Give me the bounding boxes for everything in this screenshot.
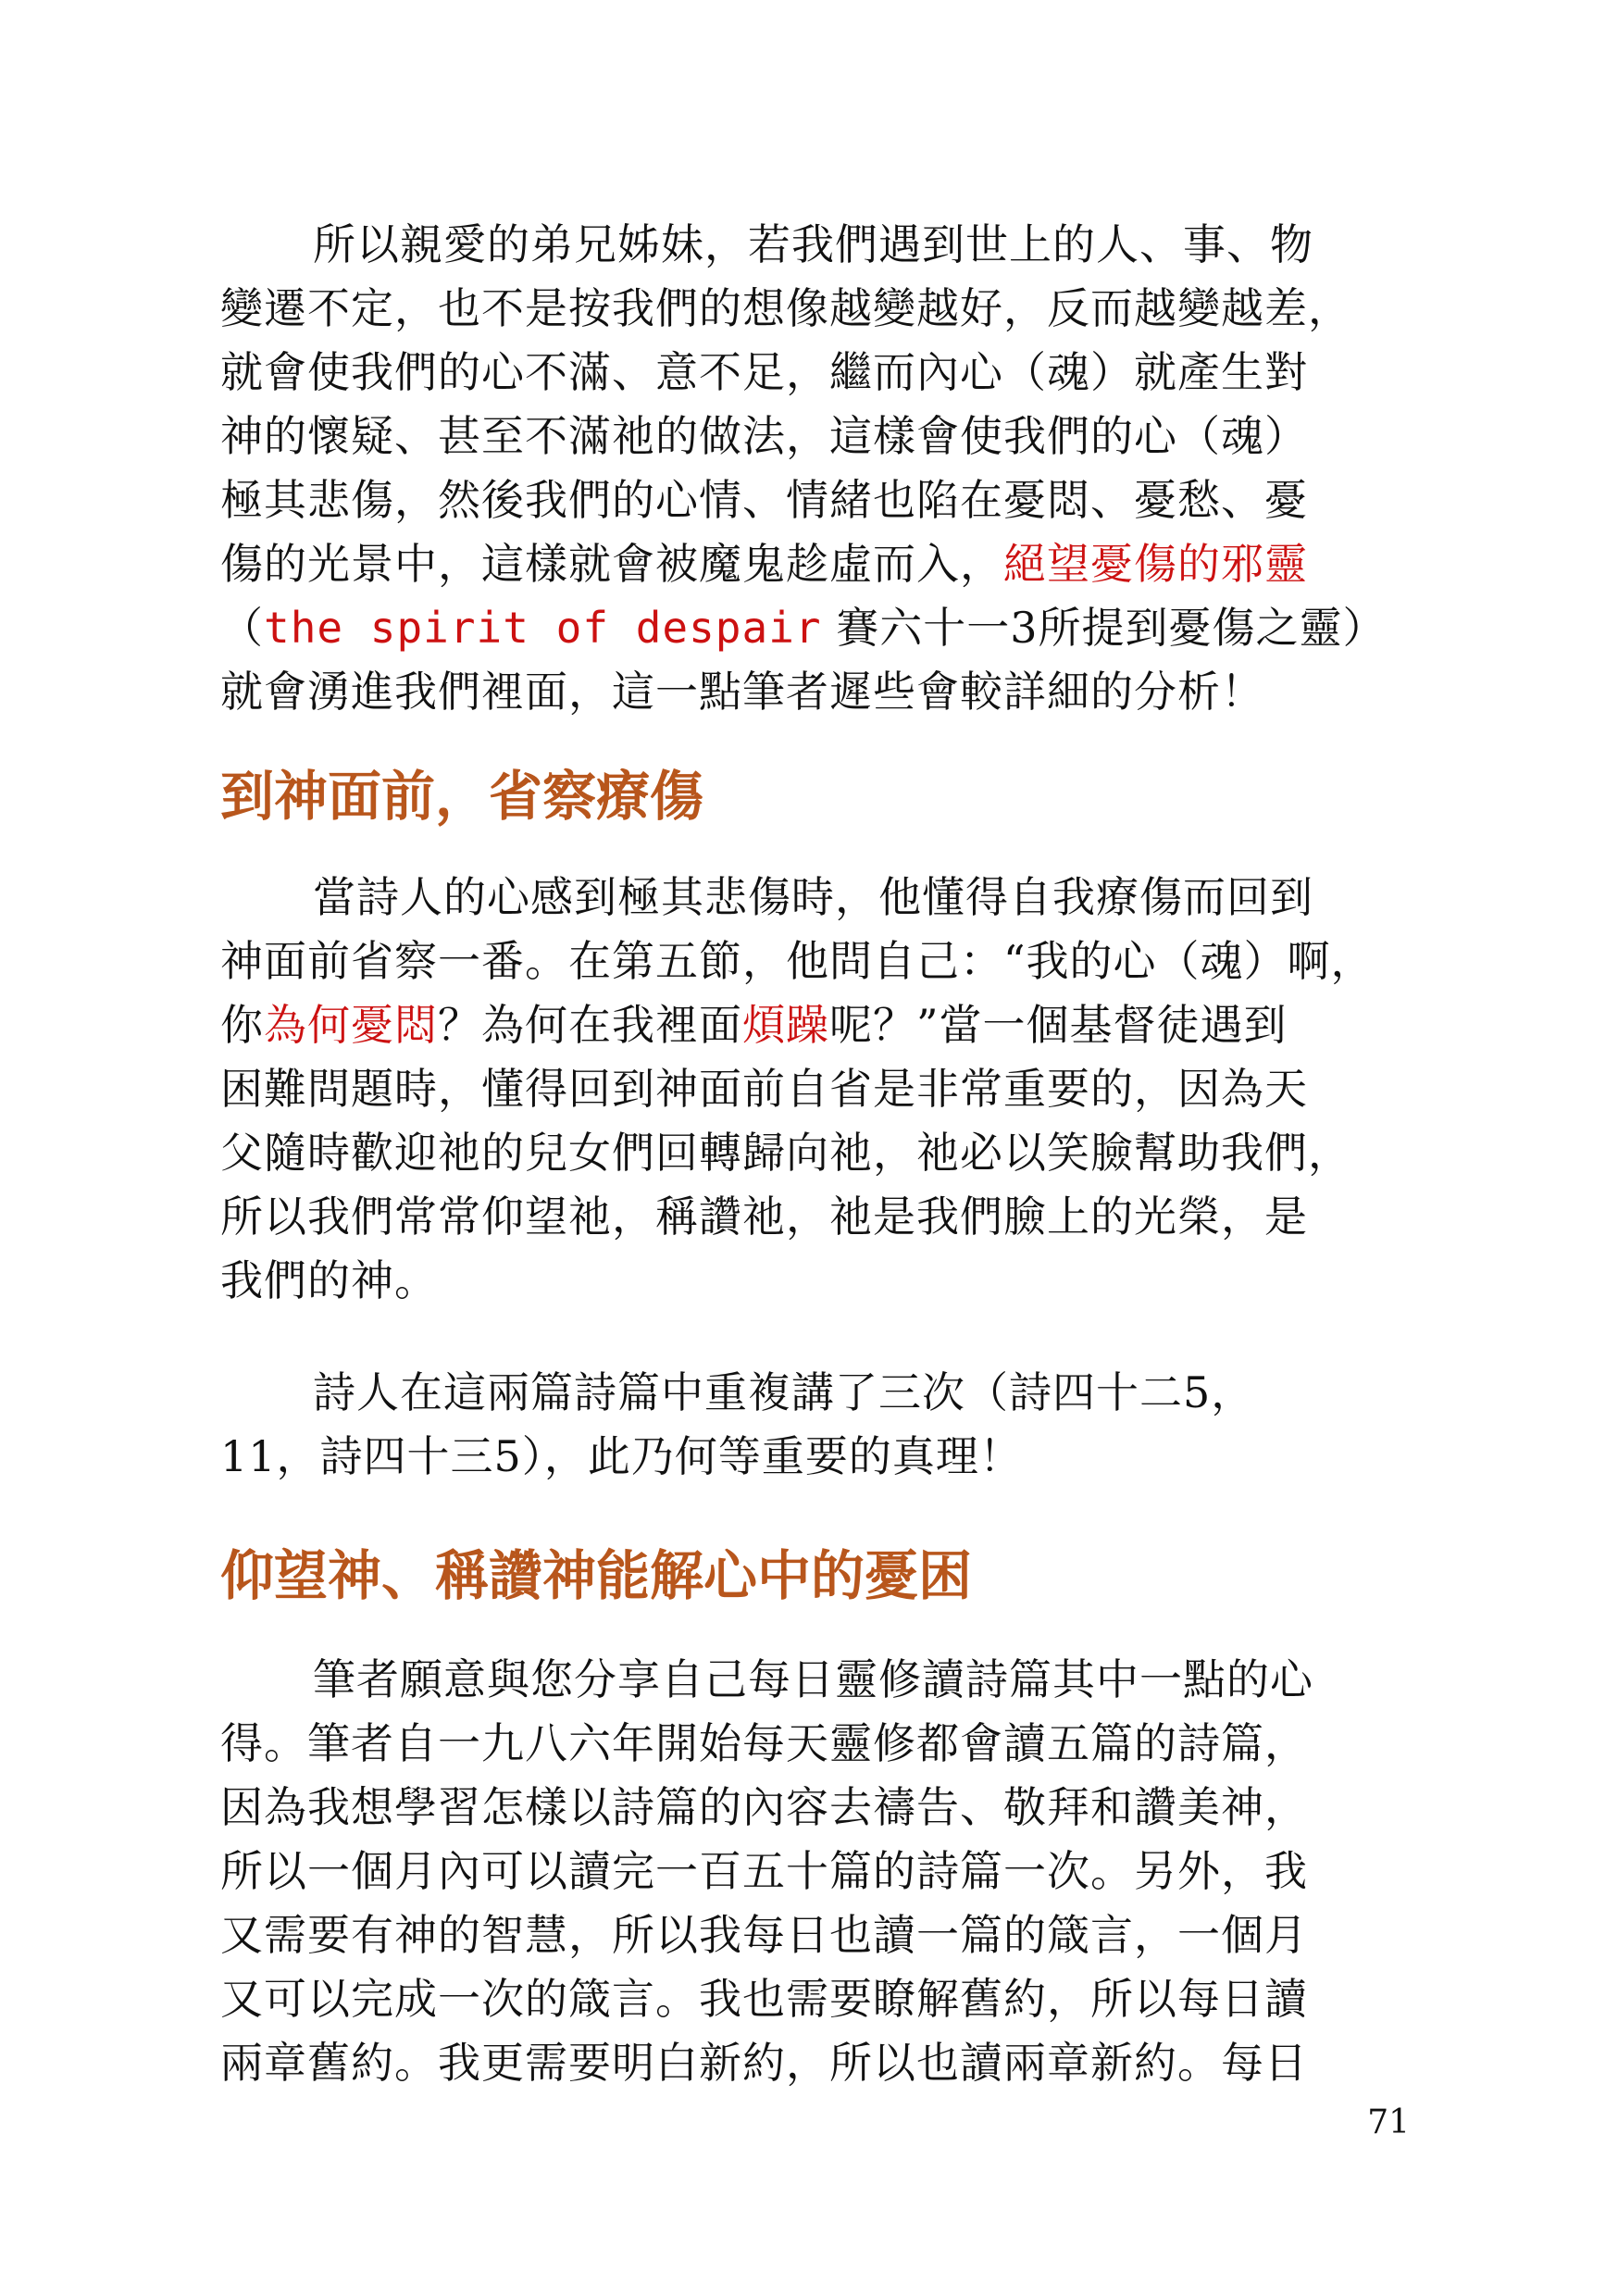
text-line bbox=[220, 1425, 1414, 1489]
emphasis-why-troubled: 為何憂悶 bbox=[264, 1000, 438, 1050]
text-line bbox=[220, 596, 1414, 660]
text-line: 又需要有神的智慧，所以我每日也讀一篇的箴言，一個月 bbox=[220, 1910, 1308, 1960]
emphasis-restless: 煩躁 bbox=[742, 1000, 829, 1050]
text-line: 又可以完成一次的箴言。我也需要瞭解舊約，所以每日讀 bbox=[220, 1974, 1308, 2024]
text-fragment: 傷的光景中，這樣就會被魔鬼趁虛而入， bbox=[220, 539, 1003, 589]
text-fragment: （ bbox=[220, 603, 264, 653]
quotation: ？為何在我裡面 bbox=[438, 1000, 742, 1050]
section-heading: 仰望神、稱讚神能解心中的憂困 bbox=[220, 1544, 973, 1607]
text-line bbox=[220, 1361, 1414, 1425]
scripture-reference: 11，詩四十三5） bbox=[220, 1431, 544, 1481]
quotation: “我的心（魂）啊， bbox=[1003, 936, 1375, 986]
text-line: 所以一個月內可以讀完一百五十篇的詩篇一次。另外，我 bbox=[220, 1846, 1308, 1896]
quotation: 你 bbox=[220, 1000, 264, 1050]
text-line: 所以親愛的弟兄姊妹，若我們遇到世上的人、事、物 bbox=[313, 219, 1313, 269]
text-line: 兩章舊約。我更需要明白新約，所以也讀兩章新約。每日 bbox=[220, 2038, 1308, 2088]
text-line: 當詩人的心感到極其悲傷時，他懂得自我療傷而回到 bbox=[313, 872, 1313, 922]
scripture-reference: （詩四十二5， bbox=[965, 1367, 1255, 1417]
text-fragment: 當一個基督徒遇到 bbox=[939, 1000, 1288, 1050]
text-line: 困難問題時，懂得回到神面前自省是非常重要的，因為天 bbox=[220, 1064, 1308, 1114]
quotation: 呢？” bbox=[829, 1000, 940, 1050]
text-line: 筆者願意與您分享自己每日靈修讀詩篇其中一點的心 bbox=[313, 1654, 1313, 1704]
text-line: 我們的神。 bbox=[220, 1255, 438, 1305]
text-line: 所以我們常常仰望祂，稱讚祂，祂是我們臉上的光榮，是 bbox=[220, 1192, 1308, 1242]
text-line: 神的懷疑、甚至不滿祂的做法，這樣會使我們的心（魂） bbox=[220, 411, 1308, 461]
paragraph-1 bbox=[220, 213, 1414, 724]
text-line bbox=[220, 930, 1414, 993]
paragraph-4 bbox=[220, 1648, 1414, 2095]
text-line bbox=[220, 532, 1414, 596]
text-line: 極其悲傷，然後我們的心情、情緒也陷在憂悶、憂愁、憂 bbox=[220, 475, 1308, 525]
emphasis-spirit-of-despair: 絕望憂傷的邪靈 bbox=[1003, 539, 1308, 589]
text-line: 因為我想學習怎樣以詩篇的內容去禱告、敬拜和讚美神， bbox=[220, 1782, 1308, 1832]
text-line: 變遷不定，也不是按我們的想像越變越好，反而越變越差， bbox=[220, 283, 1351, 333]
section-heading: 到神面前，省察療傷 bbox=[220, 765, 704, 828]
scripture-reference: 賽六十一3所提到憂傷之靈） bbox=[821, 603, 1387, 653]
text-line: 父隨時歡迎祂的兒女們回轉歸向祂，祂必以笑臉幫助我們， bbox=[220, 1128, 1351, 1178]
text-line: 就會使我們的心不滿、意不足，繼而內心（魂）就產生對 bbox=[220, 347, 1308, 397]
page-number: 71 bbox=[1367, 2103, 1410, 2141]
paragraph-2 bbox=[220, 866, 1414, 1313]
text-line: 得。筆者自一九八六年開始每天靈修都會讀五篇的詩篇， bbox=[220, 1718, 1308, 1768]
text-fragment: 詩人在這兩篇詩篇中重複講了三次 bbox=[313, 1367, 965, 1417]
text-fragment: 神面前省察一番。在第五節，他問自己： bbox=[220, 936, 1003, 986]
english-term: the spirit of despair bbox=[264, 603, 822, 653]
text-line bbox=[220, 993, 1414, 1057]
text-fragment: ，此乃何等重要的真理！ bbox=[543, 1431, 1023, 1481]
text-line: 就會湧進我們裡面，這一點筆者遲些會較詳細的分析！ bbox=[220, 667, 1264, 717]
paragraph-3 bbox=[220, 1361, 1414, 1489]
page-content bbox=[220, 213, 1414, 2088]
